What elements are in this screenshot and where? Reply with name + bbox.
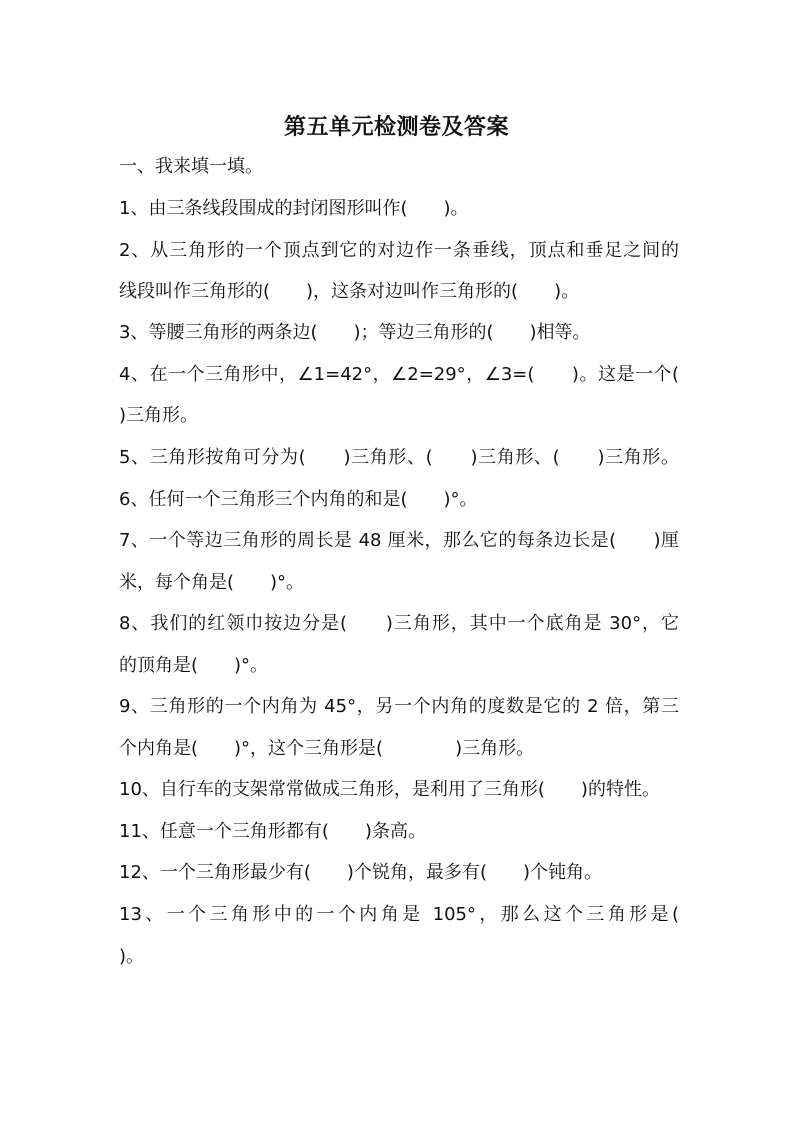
question-line-1: 1、由三条线段围成的封闭图形叫作( )。: [119, 198, 469, 219]
question-line-6: 6、任何一个三角形三个内角的和是( )°。: [119, 489, 478, 510]
question-line-9b: 个内角是( )°，这个三角形是( )三角形。: [119, 738, 535, 759]
question-line-4b: )三角形。: [119, 405, 199, 426]
page-title: 第五单元检测卷及答案: [283, 115, 509, 140]
question-line-9: 9、三角形的一个内角为 45°，另一个内角的度数是它的 2 倍，第三: [119, 696, 679, 717]
question-line-8: 8、我们的红领巾按边分是( )三角形，其中一个底角是 30°，它: [119, 613, 679, 634]
question-line-11: 11、任意一个三角形都有( )条高。: [119, 821, 426, 842]
section-heading: 一、我来填一填。: [119, 156, 263, 177]
question-line-12: 12、一个三角形最少有( )个锐角，最多有( )个钝角。: [119, 862, 602, 883]
question-line-2: 2、从三角形的一个顶点到它的对边作一条垂线，顶点和垂足之间的: [119, 240, 679, 261]
question-line-7b: 米，每个角是( )°。: [119, 572, 305, 593]
question-line-13: 13、一个三角形中的一个内角是 105°，那么这个三角形是(: [119, 904, 679, 925]
question-line-8b: 的顶角是( )°。: [119, 655, 269, 676]
question-line-2b: 线段叫作三角形的( )，这条对边叫作三角形的( )。: [119, 281, 580, 302]
question-line-7: 7、一个等边三角形的周长是 48 厘米，那么它的每条边长是( )厘: [119, 530, 679, 551]
question-line-5: 5、三角形按角可分为( )三角形、( )三角形、( )三角形。: [119, 447, 679, 468]
question-line-4: 4、在一个三角形中，∠1=42°，∠2=29°，∠3=( )。这是一个(: [119, 364, 679, 385]
question-line-10: 10、自行车的支架常常做成三角形，是利用了三角形( )的特性。: [119, 779, 660, 800]
question-line-13b: )。: [119, 946, 145, 967]
question-line-3: 3、等腰三角形的两条边( )；等边三角形的( )相等。: [119, 322, 591, 343]
